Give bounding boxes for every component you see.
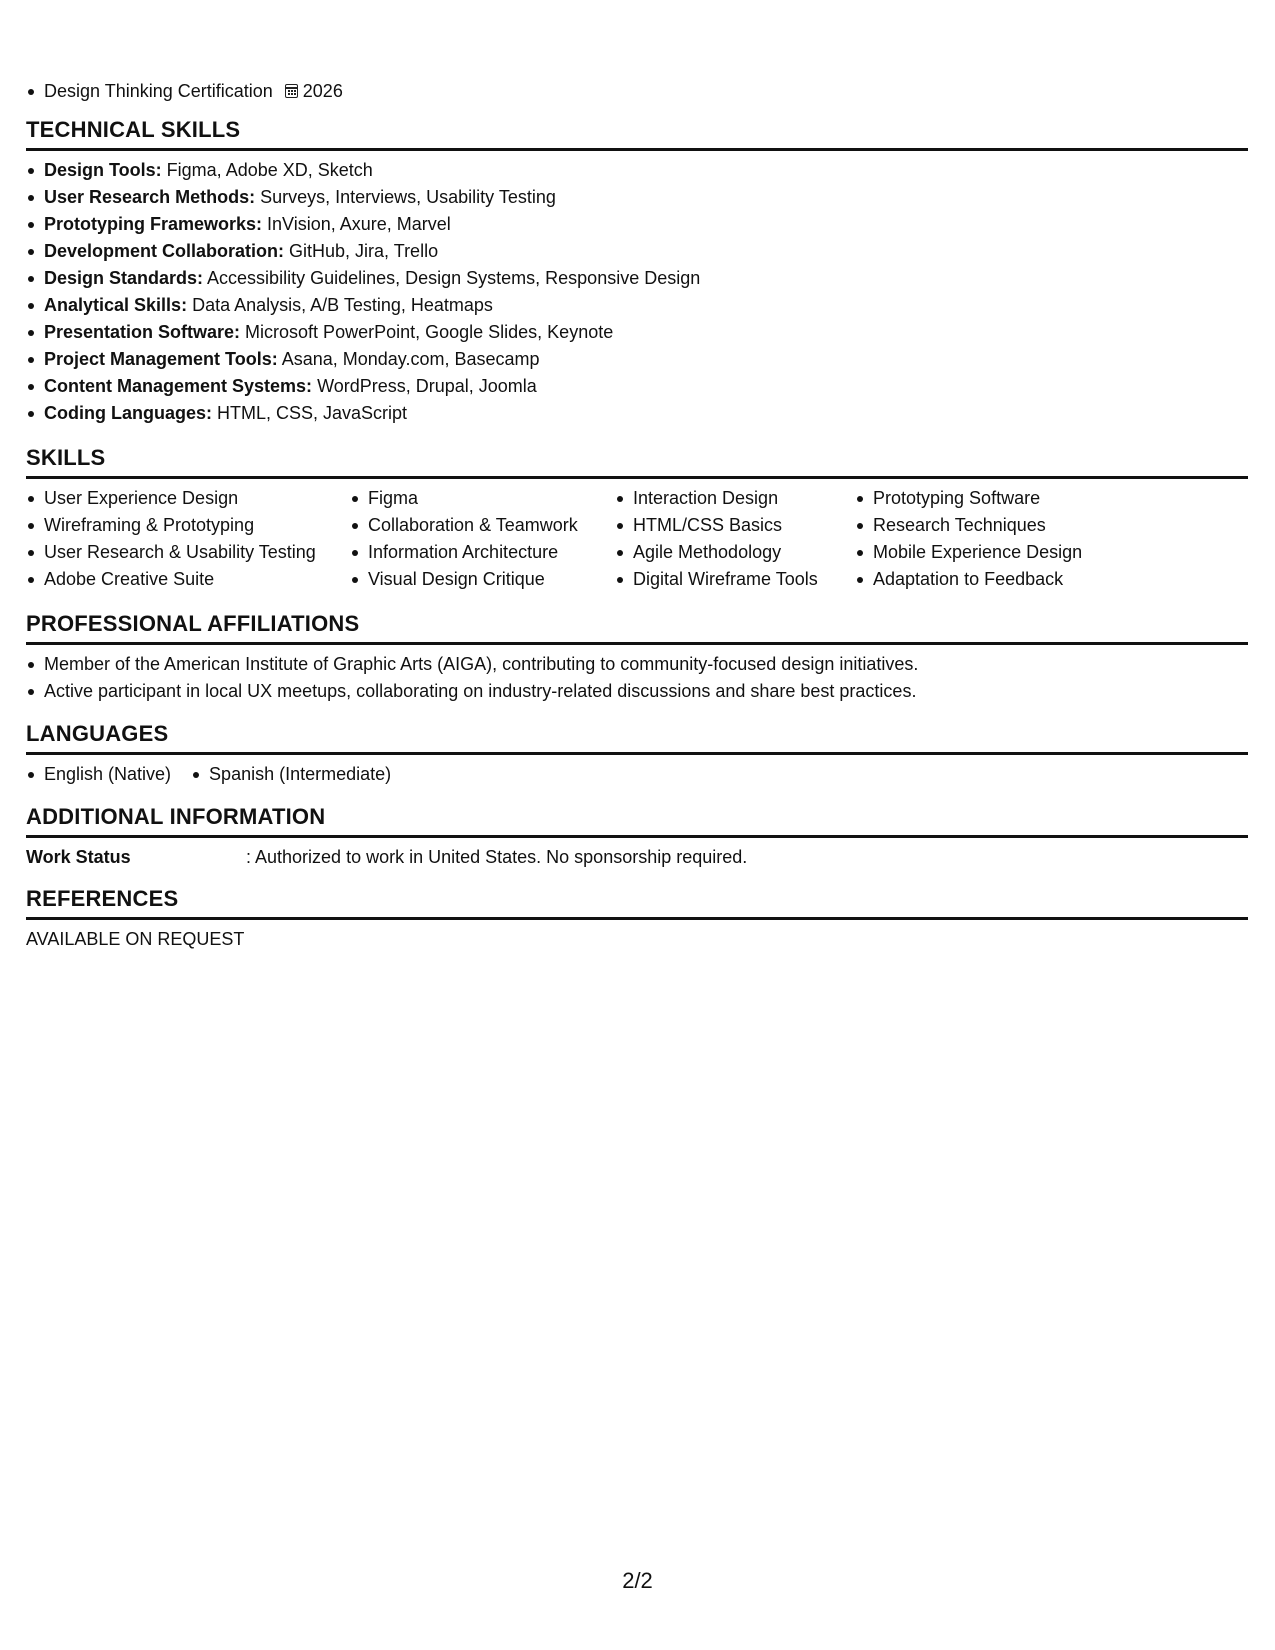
list-item: Information Architecture xyxy=(350,539,615,566)
list-item xyxy=(26,319,1248,346)
certification-name: Design Thinking Certification xyxy=(44,81,273,101)
section-title: REFERENCES xyxy=(26,885,1248,920)
skill-value: WordPress, Drupal, Joomla xyxy=(312,376,537,396)
calendar-icon xyxy=(285,84,298,98)
list-item: Member of the American Institute of Graphic Arts (AIGA), contributing to community-focused design initiatives. xyxy=(26,651,1248,678)
skills-section xyxy=(26,444,1248,593)
skill-value: Asana, Monday.com, Basecamp xyxy=(277,349,540,369)
list-item: Digital Wireframe Tools xyxy=(615,566,855,593)
skills-grid xyxy=(26,485,1248,593)
skill-value: Surveys, Interviews, Usability Testing xyxy=(255,187,556,207)
work-status-row xyxy=(26,844,1248,871)
list-item xyxy=(26,346,1248,373)
list-item xyxy=(26,184,1248,211)
list-item xyxy=(26,400,1248,427)
skill-label: User Research Methods: xyxy=(44,187,256,207)
list-item: Figma xyxy=(350,485,615,512)
list-item: User Research & Usability Testing xyxy=(26,539,350,566)
certification-year: 2026 xyxy=(302,81,343,101)
list-item xyxy=(26,238,1248,265)
list-item xyxy=(26,373,1248,400)
list-item: HTML/CSS Basics xyxy=(615,512,855,539)
skill-label: Presentation Software: xyxy=(44,322,241,342)
skill-value: Accessibility Guidelines, Design Systems, Responsive Design xyxy=(203,268,701,288)
skill-label: Analytical Skills: xyxy=(44,295,188,315)
skill-value: GitHub, Jira, Trello xyxy=(284,241,439,261)
languages-list xyxy=(26,761,1248,788)
list-item: Visual Design Critique xyxy=(350,566,615,593)
skill-label: Design Standards: xyxy=(44,268,204,288)
section-title: LANGUAGES xyxy=(26,720,1248,755)
affiliations-list xyxy=(26,651,1248,705)
list-item: User Experience Design xyxy=(26,485,350,512)
list-item: Interaction Design xyxy=(615,485,855,512)
list-item: Wireframing & Prototyping xyxy=(26,512,350,539)
list-item xyxy=(26,265,1248,292)
page-number: 2/2 xyxy=(622,1568,653,1593)
skill-value: HTML, CSS, JavaScript xyxy=(212,403,408,423)
section-title: TECHNICAL SKILLS xyxy=(26,116,1248,151)
languages-section xyxy=(26,720,1248,788)
list-item: Agile Methodology xyxy=(615,539,855,566)
skills-column xyxy=(615,485,855,593)
list-item: Adobe Creative Suite xyxy=(26,566,350,593)
section-title: SKILLS xyxy=(26,444,1248,479)
list-item: English (Native) xyxy=(26,761,171,788)
skill-label: Development Collaboration: xyxy=(44,241,285,261)
list-item xyxy=(26,157,1248,184)
technical-skills-section xyxy=(26,116,1248,427)
references-text: AVAILABLE ON REQUEST xyxy=(26,929,245,949)
section-title: PROFESSIONAL AFFILIATIONS xyxy=(26,610,1248,645)
affiliations-section xyxy=(26,610,1248,705)
skills-column xyxy=(26,485,350,593)
certifications-list xyxy=(26,78,343,105)
work-status-value: : Authorized to work in United States. No sponsorship required. xyxy=(246,847,748,867)
skill-value: InVision, Axure, Marvel xyxy=(262,214,451,234)
skill-label: Project Management Tools: xyxy=(44,349,278,369)
skill-value: Data Analysis, A/B Testing, Heatmaps xyxy=(187,295,493,315)
list-item: Research Techniques xyxy=(855,512,1115,539)
list-item: Prototyping Software xyxy=(855,485,1115,512)
skill-label: Content Management Systems: xyxy=(44,376,313,396)
work-status-label: Work Status xyxy=(26,847,131,867)
list-item: Adaptation to Feedback xyxy=(855,566,1115,593)
skill-value: Figma, Adobe XD, Sketch xyxy=(161,160,373,180)
list-item: Spanish (Intermediate) xyxy=(191,761,391,788)
list-item: Mobile Experience Design xyxy=(855,539,1115,566)
list-item: Collaboration & Teamwork xyxy=(350,512,615,539)
list-item xyxy=(26,292,1248,319)
section-title: ADDITIONAL INFORMATION xyxy=(26,803,1248,838)
skill-label: Coding Languages: xyxy=(44,403,212,423)
skill-label: Prototyping Frameworks: xyxy=(44,214,263,234)
additional-information-section xyxy=(26,803,1248,871)
skill-value: Microsoft PowerPoint, Google Slides, Keynote xyxy=(240,322,614,342)
skills-column xyxy=(350,485,615,593)
list-item xyxy=(26,211,1248,238)
list-item: Active participant in local UX meetups, collaborating on industry-related discussions and share best practices. xyxy=(26,678,1248,705)
skills-column xyxy=(855,485,1115,593)
references-section xyxy=(26,885,1248,953)
list-item xyxy=(26,78,343,105)
technical-skills-list xyxy=(26,157,1248,427)
skill-label: Design Tools: xyxy=(44,160,162,180)
